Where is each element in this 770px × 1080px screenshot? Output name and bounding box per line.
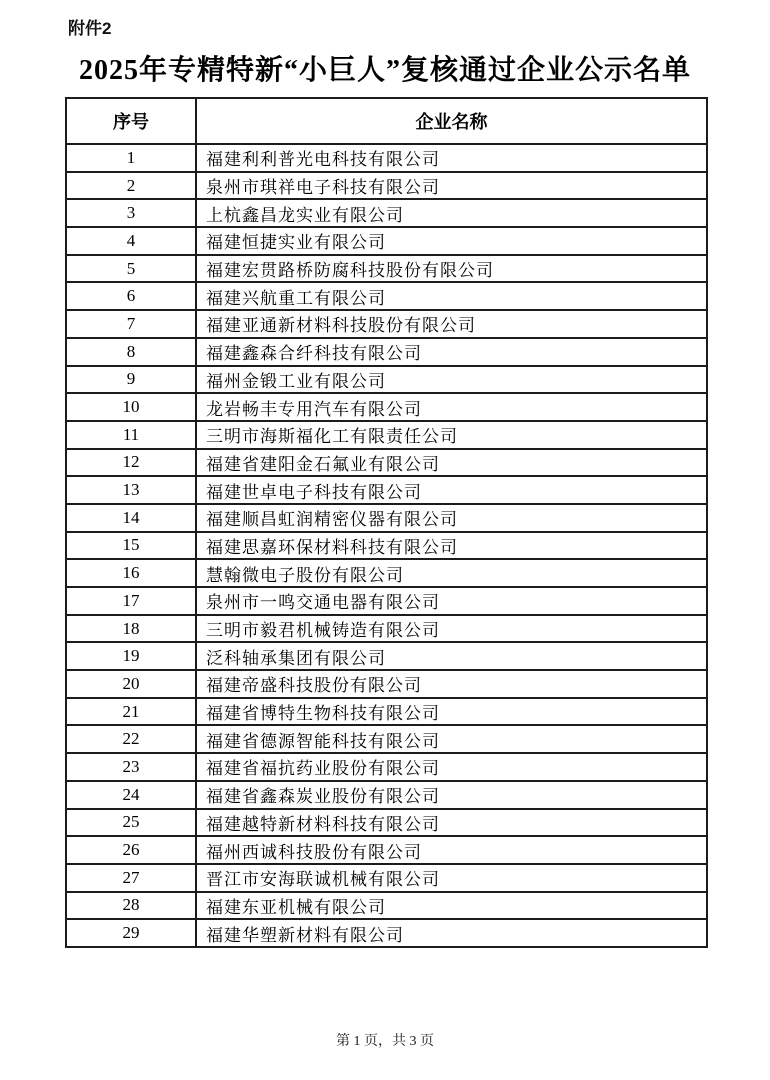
row-serial-number: 6: [66, 282, 196, 310]
table-row: [66, 476, 707, 504]
table-row: [66, 587, 707, 615]
table-row: [66, 255, 707, 283]
row-serial-number: 28: [66, 892, 196, 920]
table-row: [66, 421, 707, 449]
table-row: [66, 144, 707, 172]
table-row: [66, 393, 707, 421]
row-company-name: 福建省博特生物科技有限公司: [196, 698, 707, 726]
row-company-name: 三明市海斯福化工有限责任公司: [196, 421, 707, 449]
table-row: [66, 282, 707, 310]
row-company-name: 福建华塑新材料有限公司: [196, 919, 707, 947]
row-serial-number: 17: [66, 587, 196, 615]
row-company-name: 福州金锻工业有限公司: [196, 366, 707, 394]
row-company-name: 福建兴航重工有限公司: [196, 282, 707, 310]
row-serial-number: 5: [66, 255, 196, 283]
row-company-name: 福建世卓电子科技有限公司: [196, 476, 707, 504]
row-company-name: 福建帝盛科技股份有限公司: [196, 670, 707, 698]
row-serial-number: 10: [66, 393, 196, 421]
row-serial-number: 9: [66, 366, 196, 394]
row-serial-number: 19: [66, 642, 196, 670]
table-row: [66, 310, 707, 338]
attachment-label: 附件2: [68, 19, 112, 38]
row-company-name: 福建省福抗药业股份有限公司: [196, 753, 707, 781]
row-company-name: 福建鑫森合纤科技有限公司: [196, 338, 707, 366]
table-row: [66, 199, 707, 227]
page-number-footer: 第 1 页，共 3 页: [336, 1034, 434, 1049]
row-serial-number: 29: [66, 919, 196, 947]
row-serial-number: 7: [66, 310, 196, 338]
row-company-name: 福建东亚机械有限公司: [196, 892, 707, 920]
table-row: [66, 532, 707, 560]
table-row: [66, 504, 707, 532]
row-serial-number: 8: [66, 338, 196, 366]
table-row: [66, 892, 707, 920]
table-header-row: [66, 98, 707, 144]
row-serial-number: 13: [66, 476, 196, 504]
row-serial-number: 18: [66, 615, 196, 643]
row-company-name: 福建越特新材料科技有限公司: [196, 809, 707, 837]
table-row: [66, 836, 707, 864]
row-serial-number: 14: [66, 504, 196, 532]
row-company-name: 福建省建阳金石氟业有限公司: [196, 449, 707, 477]
row-serial-number: 27: [66, 864, 196, 892]
row-serial-number: 4: [66, 227, 196, 255]
table-row: [66, 725, 707, 753]
page-title: 2025年专精特新“小巨人”复核通过企业公示名单: [78, 55, 691, 86]
row-company-name: 龙岩畅丰专用汽车有限公司: [196, 393, 707, 421]
row-company-name: 福建宏贯路桥防腐科技股份有限公司: [196, 255, 707, 283]
row-serial-number: 12: [66, 449, 196, 477]
row-company-name: 泉州市琪祥电子科技有限公司: [196, 172, 707, 200]
row-serial-number: 11: [66, 421, 196, 449]
table-row: [66, 698, 707, 726]
row-company-name: 上杭鑫昌龙实业有限公司: [196, 199, 707, 227]
table-row: [66, 642, 707, 670]
company-table: [65, 97, 708, 948]
row-serial-number: 21: [66, 698, 196, 726]
row-company-name: 福建利利普光电科技有限公司: [196, 144, 707, 172]
row-company-name: 晋江市安海联诚机械有限公司: [196, 864, 707, 892]
row-serial-number: 2: [66, 172, 196, 200]
table-row: [66, 338, 707, 366]
row-serial-number: 24: [66, 781, 196, 809]
row-company-name: 泛科轴承集团有限公司: [196, 642, 707, 670]
column-header-company-name: 企业名称: [196, 98, 707, 144]
row-serial-number: 25: [66, 809, 196, 837]
table-row: [66, 781, 707, 809]
table-row: [66, 559, 707, 587]
row-serial-number: 20: [66, 670, 196, 698]
table-row: [66, 615, 707, 643]
table-row: [66, 809, 707, 837]
table-row: [66, 753, 707, 781]
table-row: [66, 919, 707, 947]
table-row: [66, 864, 707, 892]
row-company-name: 福建省德源智能科技有限公司: [196, 725, 707, 753]
table-row: [66, 172, 707, 200]
row-company-name: 福州西诚科技股份有限公司: [196, 836, 707, 864]
table-row: [66, 227, 707, 255]
row-company-name: 慧翰微电子股份有限公司: [196, 559, 707, 587]
column-header-serial-number: 序号: [66, 98, 196, 144]
table-body: [66, 144, 707, 947]
row-company-name: 福建顺昌虹润精密仪器有限公司: [196, 504, 707, 532]
table-row: [66, 670, 707, 698]
row-company-name: 福建省鑫森炭业股份有限公司: [196, 781, 707, 809]
table-row: [66, 366, 707, 394]
table-row: [66, 449, 707, 477]
row-serial-number: 26: [66, 836, 196, 864]
row-serial-number: 15: [66, 532, 196, 560]
row-company-name: 福建亚通新材料科技股份有限公司: [196, 310, 707, 338]
row-company-name: 泉州市一鸣交通电器有限公司: [196, 587, 707, 615]
row-serial-number: 3: [66, 199, 196, 227]
row-serial-number: 16: [66, 559, 196, 587]
row-company-name: 三明市毅君机械铸造有限公司: [196, 615, 707, 643]
row-company-name: 福建思嘉环保材料科技有限公司: [196, 532, 707, 560]
row-serial-number: 1: [66, 144, 196, 172]
row-serial-number: 22: [66, 725, 196, 753]
row-company-name: 福建恒捷实业有限公司: [196, 227, 707, 255]
row-serial-number: 23: [66, 753, 196, 781]
